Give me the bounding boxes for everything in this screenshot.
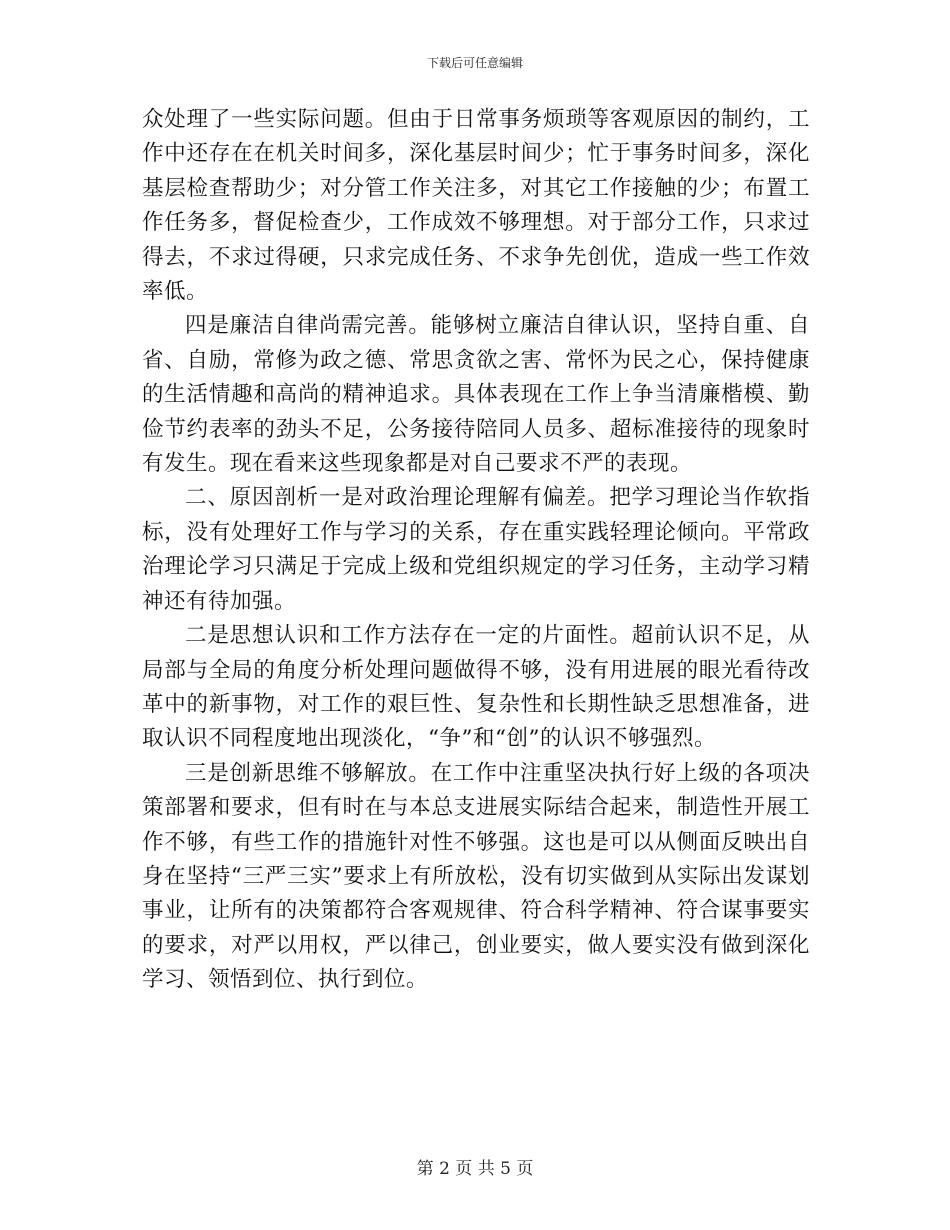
paragraph-cause-analysis: 二、原因剖析一是对政治理论理解有偏差。把学习理论当作软指标，没有处理好工作与学习的关系，存在重实践轻理论倾向。平常政治理论学习只满足于完成上级和党组织规定的学习任务，主动学习精神还有待加强。 <box>142 485 810 614</box>
paragraph-innovation: 三是创新思维不够解放。在工作中注重坚决执行好上级的各项决策部署和要求，但有时在与本总支进展实际结合起来，制造性开展工作不够，有些工作的措施针对性不够强。这也是可以从侧面反映出自身在坚持“三严三实”要求上有所放松，没有切实做到从实际出发谋划事业，让所有的决策都符合客观规律、符合科学精神、符合谋事要实的要求，对严以用权，严以律己，创业要实，做人要实没有做到深化学习、领悟到位、执行到位。 <box>142 760 810 993</box>
paragraph-thinking-methods: 二是思想认识和工作方法存在一定的片面性。超前认识不足，从局部与全局的角度分析处理问题做得不够，没有用进展的眼光看待改革中的新事物，对工作的艰巨性、复杂性和长期性缺乏思想准备，进取认识不同程度地出现淡化，“争”和“创”的认识不够强烈。 <box>142 623 810 752</box>
page-number-footer: 第 2 页 共 5 页 <box>416 1159 534 1179</box>
document-body <box>142 103 810 998</box>
paragraph-integrity: 四是廉洁自律尚需完善。能够树立廉洁自律认识，坚持自重、自省、自励，常修为政之德、常思贪欲之害、常怀为民之心，保持健康的生活情趣和高尚的精神追求。具体表现在工作上争当清廉楷模、勤俭节约表率的劲头不足，公务接待陪同人员多、超标准接待的现象时有发生。现在看来这些现象都是对自己要求不严的表现。 <box>142 313 810 477</box>
paragraph-continued: 众处理了一些实际问题。但由于日常事务烦琐等客观原因的制约，工作中还存在在机关时间多，深化基层时间少；忙于事务时间多，深化基层检查帮助少；对分管工作关注多，对其它工作接触的少；布置工作任务多，督促检查少，工作成效不够理想。对于部分工作，只求过得去，不求过得硬，只求完成任务、不求争先创优，造成一些工作效率低。 <box>142 107 810 305</box>
page-header: 下载后可任意编辑 <box>426 56 523 70</box>
